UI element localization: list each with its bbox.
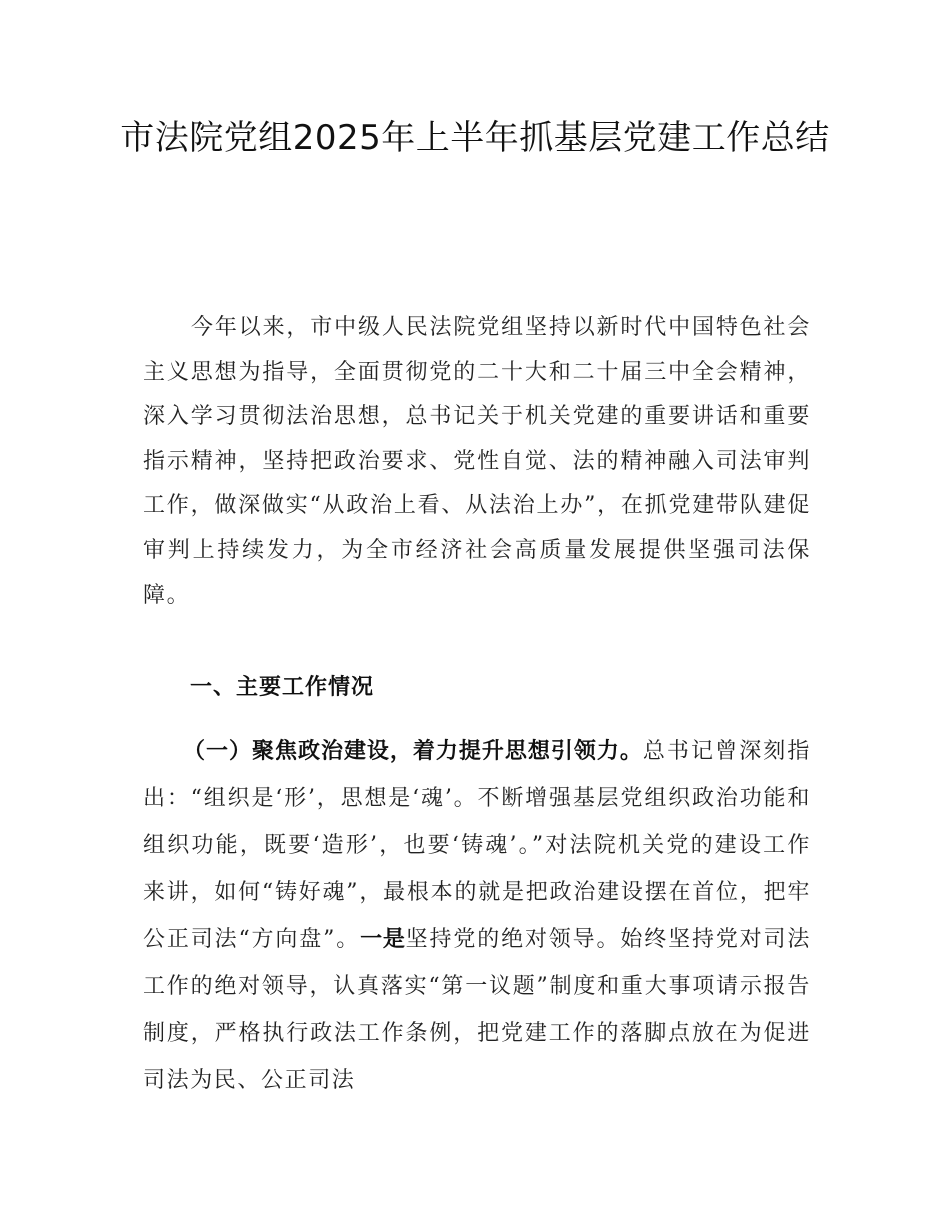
document-title: 市法院党组2025年上半年抓基层党建工作总结: [120, 118, 830, 158]
point-label: 一是: [360, 927, 406, 952]
section-heading: 一、主要工作情况: [190, 675, 375, 700]
intro-paragraph: 今年以来，市中级人民法院党组坚持以新时代中国特色社会主义思想为指导，全面贯彻党的二十大和二十届三中全会精神，深入学习贯彻法治思想，总书记关于机关党建的重要讲话和重要指示精神，坚持把政治要求、党性自觉、法的精神融入司法审判工作，做深做实“从政治上看、从法治上办”，在抓党建带队建促审判上持续发力，为全市经济社会高质量发展提供坚强司法保障。: [143, 315, 811, 608]
subsection-heading: （一）聚焦政治建设，着力提升思想引领力。: [183, 739, 643, 764]
subsection-text-part1: 总书记曾深刻指出：“组织是‘形’，思想是‘魂’。不断增强基层党组织政治功能和组织功能，既要‘造形’，也要‘铸魂’。”对法院机关党的建设工作来讲，如何“铸好魂”，最根本的就是把政治建设摆在首位，把牢公正司法“方向盘”。: [143, 739, 811, 952]
subsection-text-part2: 坚持党的绝对领导。始终坚持党对司法工作的绝对领导，认真落实“第一议题”制度和重大事项请示报告制度，严格执行政法工作条例，把党建工作的落脚点放在为促进司法为民、公正司法: [143, 927, 812, 1093]
subsection-paragraph: [143, 728, 811, 1104]
